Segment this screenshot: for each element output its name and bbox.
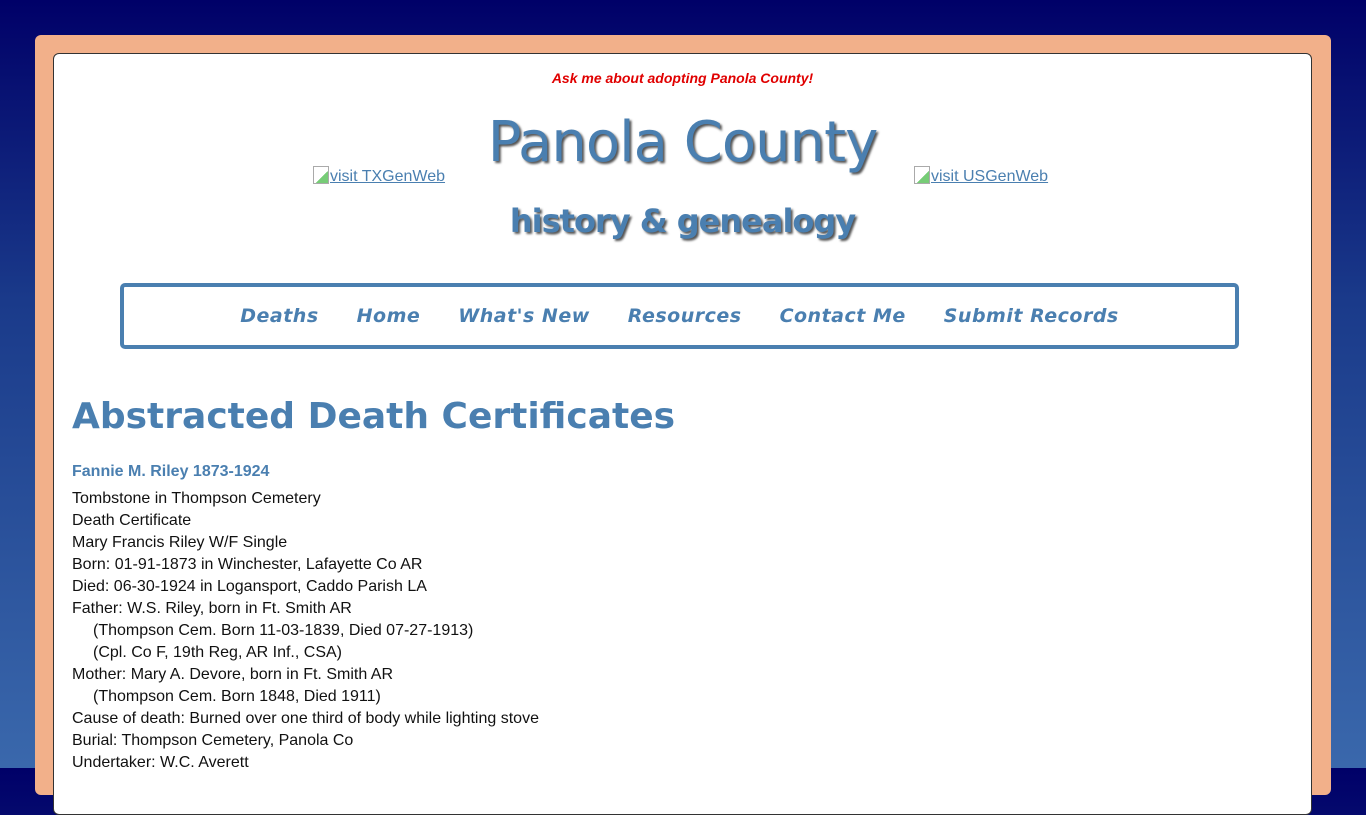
main-nav (120, 283, 1239, 349)
adopt-notice: Ask me about adopting Panola County! (551, 70, 814, 86)
record-details (72, 488, 539, 774)
usgenweb-link[interactable] (914, 166, 1048, 186)
txgenweb-link-label: visit TXGenWeb (330, 168, 446, 185)
record-line: Tombstone in Thompson Cemetery (72, 490, 321, 507)
nav-contact-me[interactable]: Contact Me (779, 305, 906, 327)
page-title: Abstracted Death Certificates (72, 396, 676, 437)
usgenweb-link-label: visit USGenWeb (931, 168, 1049, 185)
broken-image-icon (914, 166, 930, 184)
nav-resources[interactable]: Resources (627, 305, 742, 327)
content-panel (53, 53, 1312, 815)
nav-home[interactable]: Home (356, 305, 421, 327)
record-line: Burial: Thompson Cemetery, Panola Co (72, 732, 354, 749)
record-line: Mary Francis Riley W/F Single (72, 534, 288, 551)
record-line: Undertaker: W.C. Averett (72, 754, 249, 771)
site-title: Panola County (487, 110, 878, 175)
record-line: (Thompson Cem. Born 11-03-1839, Died 07-27-1913) (93, 622, 474, 639)
record-line: (Cpl. Co F, 19th Reg, AR Inf., CSA) (93, 644, 342, 661)
nav-submit-records[interactable]: Submit Records (943, 305, 1119, 327)
record-line: Death Certificate (72, 512, 192, 529)
nav-whats-new[interactable]: What's New (458, 305, 590, 327)
record-line: (Thompson Cem. Born 1848, Died 1911) (93, 688, 381, 705)
record-line: Cause of death: Burned over one third of body while lighting stove (72, 710, 539, 727)
page-frame (35, 35, 1331, 795)
record-line: Died: 06-30-1924 in Logansport, Caddo Parish LA (72, 578, 427, 595)
site-subtitle: history & genealogy (509, 202, 856, 240)
record-name: Fannie M. Riley 1873-1924 (72, 463, 270, 480)
nav-deaths[interactable]: Deaths (240, 305, 319, 327)
record-line: Born: 01-91-1873 in Winchester, Lafayette Co AR (72, 556, 423, 573)
record-line: Mother: Mary A. Devore, born in Ft. Smith AR (72, 666, 393, 683)
record-line: Father: W.S. Riley, born in Ft. Smith AR (72, 600, 352, 617)
